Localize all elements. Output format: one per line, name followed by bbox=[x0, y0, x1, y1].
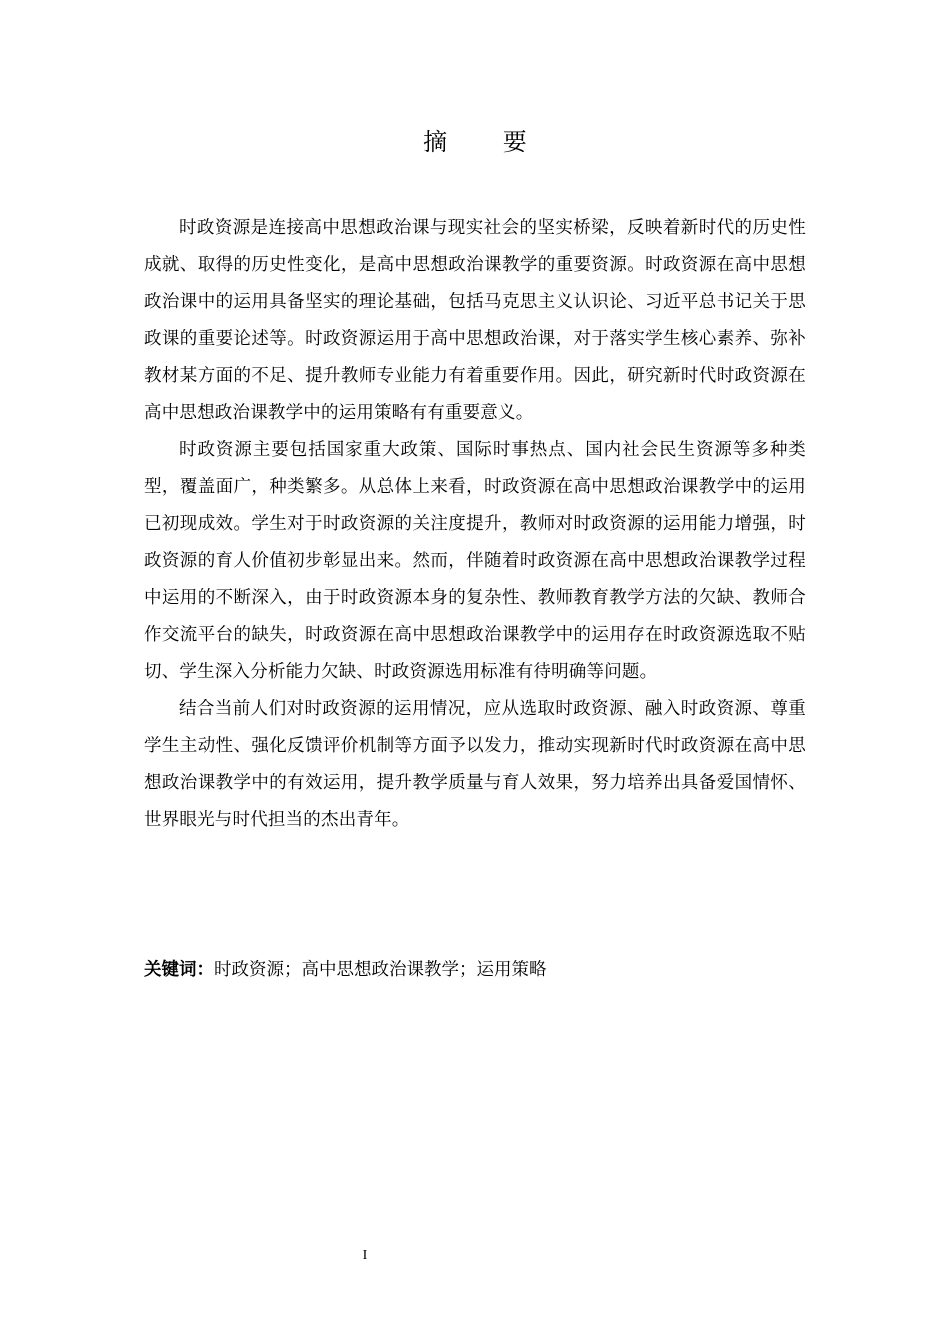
abstract-body bbox=[144, 210, 806, 839]
keywords-value: 时政资源；高中思想政治课教学；运用策略 bbox=[214, 960, 547, 980]
keywords-label: 关键词： bbox=[144, 960, 214, 980]
abstract-title: 摘 要 bbox=[423, 128, 551, 156]
abstract-paragraph-2: 时政资源主要包括国家重大政策、国际时事热点、国内社会民生资源等多种类型，覆盖面广，种类繁多。从总体上来看，时政资源在高中思想政治课教学中的运用已初现成效。学生对于时政资源的关注度提升，教师对时政资源的运用能力增强，时政资源的育人价值初步彰显出来。然而，伴随着时政资源在高中思想政治课教学过程中运用的不断深入，由于时政资源本身的复杂性、教师教育教学方法的欠缺、教师合作交流平台的缺失，时政资源在高中思想政治课教学中的运用存在时政资源选取不贴切、学生深入分析能力欠缺、时政资源选用标准有待明确等问题。 bbox=[144, 440, 806, 682]
abstract-paragraph-3: 结合当前人们对时政资源的运用情况，应从选取时政资源、融入时政资源、尊重学生主动性、强化反馈评价机制等方面予以发力，推动实现新时代时政资源在高中思想政治课教学中的有效运用，提升教学质量与育人效果，努力培养出具备爱国情怀、世界眼光与时代担当的杰出青年。 bbox=[144, 699, 806, 830]
page-number: I bbox=[362, 1248, 368, 1263]
keywords-line bbox=[144, 953, 806, 987]
abstract-paragraph-1: 时政资源是连接高中思想政治课与现实社会的坚实桥梁，反映着新时代的历史性成就、取得的历史性变化，是高中思想政治课教学的重要资源。时政资源在高中思想政治课中的运用具备坚实的理论基础，包括马克思主义认识论、习近平总书记关于思政课的重要论述等。时政资源运用于高中思想政治课，对于落实学生核心素养、弥补教材某方面的不足、提升教师专业能力有着重要作用。因此，研究新时代时政资源在高中思想政治课教学中的运用策略有有重要意义。 bbox=[144, 218, 806, 423]
